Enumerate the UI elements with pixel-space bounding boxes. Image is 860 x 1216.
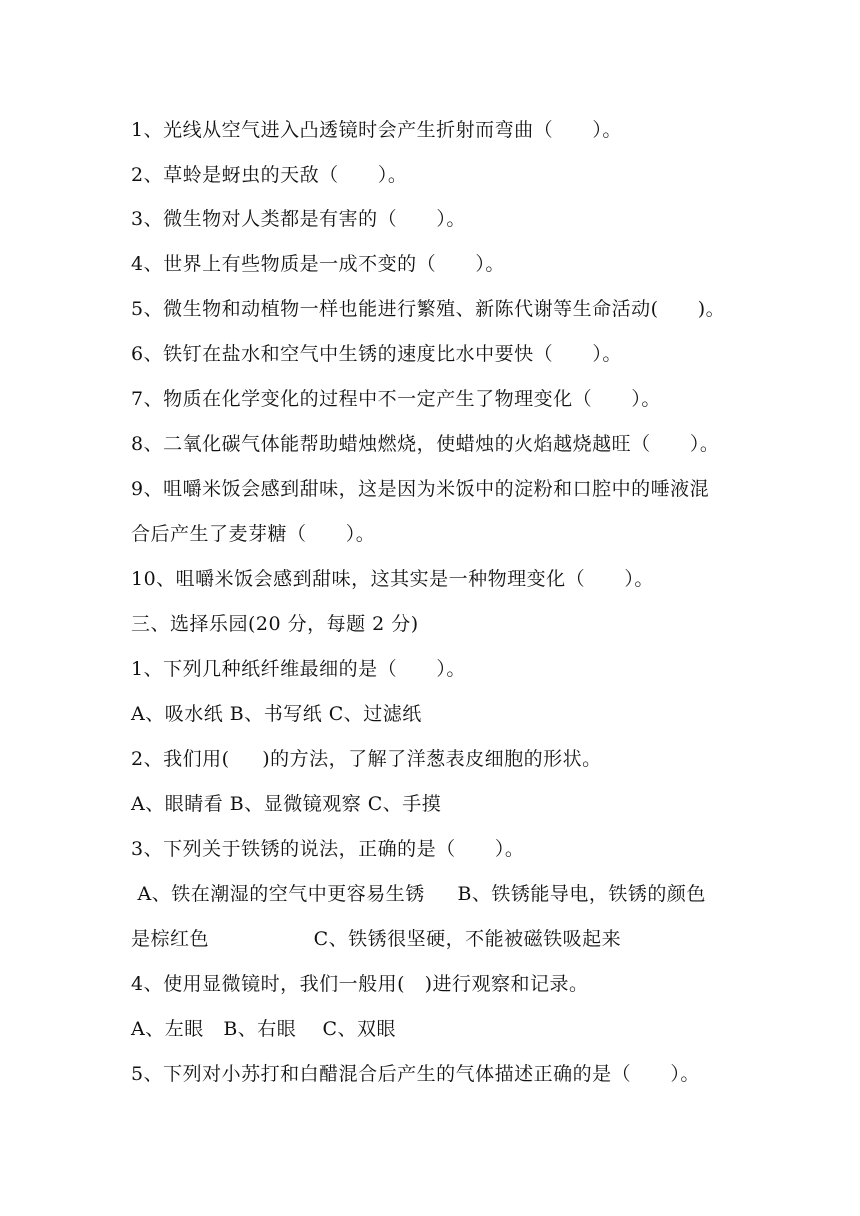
tf-question-6: 6、铁钉在盐水和空气中生锈的速度比水中要快（ ）。 (131, 343, 622, 365)
mc-question-2: 2、我们用( )的方法，了解了洋葱表皮细胞的形状。 (131, 748, 602, 770)
tf-question-9-line-1: 9、咀嚼米饭会感到甜味，这是因为米饭中的淀粉和口腔中的唾液混 (131, 478, 710, 500)
tf-question-7: 7、物质在化学变化的过程中不一定产生了物理变化（ ）。 (131, 388, 661, 410)
mc-question-1: 1、下列几种纸纤维最细的是（ ）。 (131, 658, 466, 680)
tf-question-5: 5、微生物和动植物一样也能进行繁殖、新陈代谢等生命活动( )。 (131, 298, 726, 320)
mc-question-1-options: A、吸水纸 B、书写纸 C、过滤纸 (131, 703, 422, 725)
mc-question-4: 4、使用显微镜时，我们一般用( )进行观察和记录。 (131, 973, 589, 995)
tf-question-10: 10、咀嚼米饭会感到甜味，这其实是一种物理变化（ ）。 (131, 568, 654, 590)
tf-question-8: 8、二氧化碳气体能帮助蜡烛燃烧，使蜡烛的火焰越烧越旺（ ）。 (131, 433, 720, 455)
section-heading-choice: 三、选择乐园(20 分，每题 2 分) (131, 613, 419, 635)
mc-question-3: 3、下列关于铁锈的说法，正确的是（ ）。 (131, 838, 525, 860)
mc-question-4-options: A、左眼 B、右眼 C、双眼 (131, 1018, 396, 1040)
tf-question-9-line-2: 合后产生了麦芽糖（ ）。 (131, 523, 376, 545)
tf-question-4: 4、世界上有些物质是一成不变的（ ）。 (131, 253, 505, 275)
tf-question-2: 2、草蛉是蚜虫的天敌（ ）。 (131, 164, 408, 186)
tf-question-1: 1、光线从空气进入凸透镜时会产生折射而弯曲（ ）。 (131, 119, 622, 141)
mc-question-3-options-line-1: A、铁在潮湿的空气中更容易生锈 B、铁锈能导电，铁锈的颜色 (131, 883, 706, 905)
mc-question-3-options-line-2: 是棕红色 C、铁锈很坚硬，不能被磁铁吸起来 (131, 928, 622, 950)
mc-question-5: 5、下列对小苏打和白醋混合后产生的气体描述正确的是（ ）。 (131, 1063, 700, 1085)
mc-question-2-options: A、眼睛看 B、显微镜观察 C、手摸 (131, 793, 442, 815)
tf-question-3: 3、微生物对人类都是有害的（ ）。 (131, 208, 466, 230)
